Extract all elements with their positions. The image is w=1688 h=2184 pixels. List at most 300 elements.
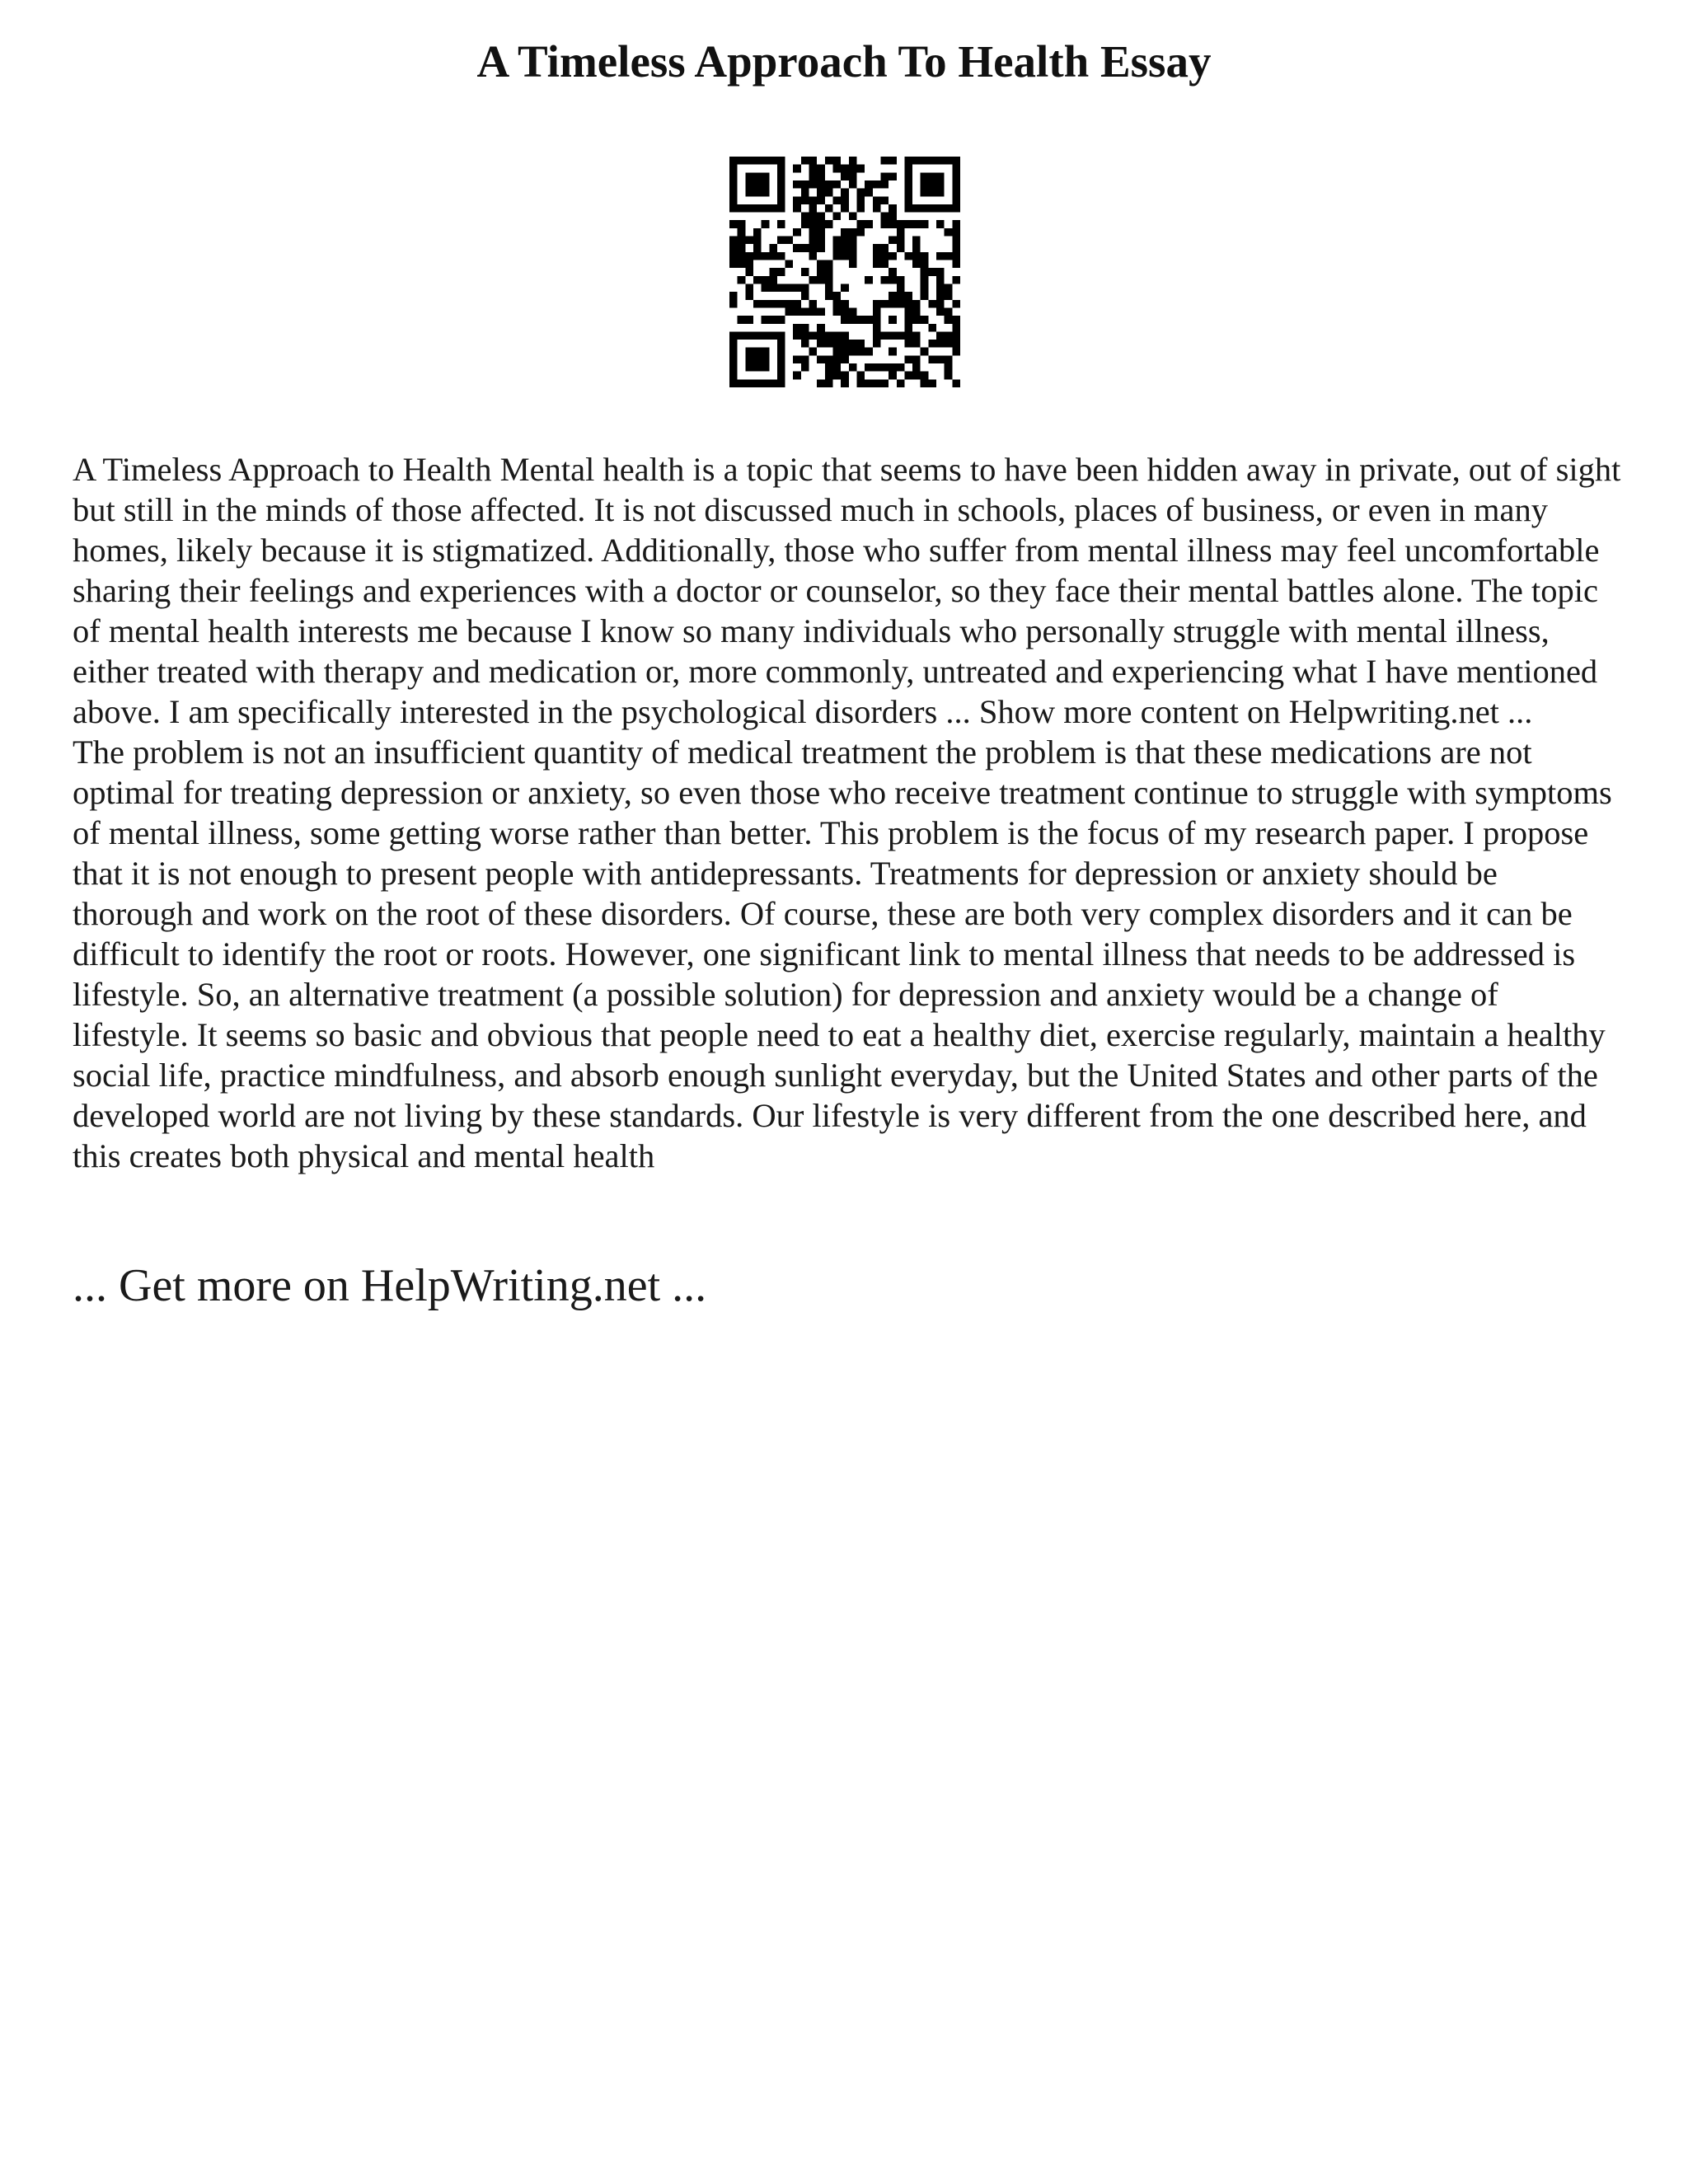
qr-module xyxy=(825,268,833,276)
qr-module xyxy=(928,172,936,180)
qr-module xyxy=(952,244,960,252)
qr-module xyxy=(777,268,785,276)
qr-module xyxy=(936,331,945,340)
qr-module xyxy=(793,244,801,252)
qr-module xyxy=(833,348,842,356)
qr-module xyxy=(936,220,945,228)
qr-module xyxy=(738,237,746,245)
qr-module xyxy=(801,157,809,165)
qr-module xyxy=(729,220,738,228)
qr-code xyxy=(729,157,960,387)
qr-module xyxy=(809,237,818,245)
qr-module xyxy=(928,268,936,276)
qr-module xyxy=(952,379,960,387)
qr-module xyxy=(912,355,921,363)
qr-module xyxy=(904,189,912,197)
qr-module xyxy=(841,300,849,308)
qr-module xyxy=(793,228,801,237)
qr-module xyxy=(904,300,912,308)
qr-module xyxy=(856,379,865,387)
qr-module xyxy=(952,237,960,245)
qr-module xyxy=(856,189,865,197)
qr-module xyxy=(762,220,770,228)
qr-module xyxy=(880,379,889,387)
qr-module xyxy=(745,355,753,363)
qr-module xyxy=(889,300,897,308)
qr-module xyxy=(856,220,865,228)
qr-module xyxy=(936,204,945,213)
qr-module xyxy=(841,340,849,348)
qr-module xyxy=(769,252,777,260)
qr-module xyxy=(729,180,738,189)
qr-module xyxy=(849,363,857,372)
qr-module xyxy=(745,237,753,245)
qr-module xyxy=(849,260,857,269)
qr-module xyxy=(873,324,881,332)
qr-module xyxy=(825,292,833,300)
qr-module xyxy=(904,220,912,228)
qr-module xyxy=(745,316,753,324)
qr-module xyxy=(769,316,777,324)
qr-module xyxy=(841,307,849,316)
qr-module xyxy=(833,157,842,165)
qr-module xyxy=(833,340,842,348)
qr-module xyxy=(801,268,809,276)
qr-module xyxy=(880,331,889,340)
qr-module xyxy=(873,252,881,260)
qr-module xyxy=(897,276,905,284)
qr-module xyxy=(880,196,889,204)
qr-module xyxy=(801,196,809,204)
qr-module xyxy=(841,284,849,292)
qr-module xyxy=(856,372,865,380)
qr-module xyxy=(833,252,842,260)
qr-module xyxy=(873,316,881,324)
qr-module xyxy=(873,340,881,348)
qr-module xyxy=(936,292,945,300)
qr-module xyxy=(793,307,801,316)
qr-module xyxy=(865,189,873,197)
qr-module xyxy=(897,331,905,340)
qr-module xyxy=(928,180,936,189)
qr-module xyxy=(945,284,953,292)
qr-module xyxy=(738,204,746,213)
qr-module xyxy=(880,180,889,189)
qr-module xyxy=(889,172,897,180)
qr-module xyxy=(865,316,873,324)
qr-module xyxy=(841,165,849,173)
qr-module xyxy=(833,196,842,204)
qr-module xyxy=(945,340,953,348)
qr-module xyxy=(729,363,738,372)
qr-module xyxy=(873,180,881,189)
qr-module xyxy=(769,276,777,284)
qr-module xyxy=(753,244,762,252)
qr-module xyxy=(777,157,785,165)
qr-module xyxy=(833,292,842,300)
qr-module xyxy=(912,300,921,308)
qr-module xyxy=(801,244,809,252)
qr-module xyxy=(880,300,889,308)
qr-module xyxy=(777,180,785,189)
qr-module xyxy=(873,244,881,252)
qr-module xyxy=(921,292,929,300)
qr-module xyxy=(945,252,953,260)
qr-module xyxy=(777,363,785,372)
qr-module xyxy=(825,260,833,269)
qr-module xyxy=(777,237,785,245)
qr-module xyxy=(912,372,921,380)
qr-module xyxy=(880,363,889,372)
get-more-link[interactable]: ... Get more on HelpWriting.net ... xyxy=(73,1260,707,1311)
qr-module xyxy=(904,292,912,300)
qr-module xyxy=(825,331,833,340)
qr-module xyxy=(729,157,738,165)
qr-module xyxy=(769,268,777,276)
qr-module xyxy=(904,340,912,348)
qr-module xyxy=(873,307,881,316)
qr-module xyxy=(912,252,921,260)
qr-module xyxy=(809,213,818,221)
qr-module xyxy=(753,363,762,372)
qr-module xyxy=(785,307,794,316)
qr-module xyxy=(777,300,785,308)
qr-module xyxy=(753,276,762,284)
qr-module xyxy=(801,189,809,197)
qr-module xyxy=(762,300,770,308)
qr-module xyxy=(777,165,785,173)
qr-module xyxy=(809,276,818,284)
qr-module xyxy=(809,180,818,189)
qr-module xyxy=(904,372,912,380)
qr-module xyxy=(921,260,929,269)
qr-module xyxy=(849,316,857,324)
qr-module xyxy=(777,348,785,356)
qr-module xyxy=(952,331,960,340)
qr-module xyxy=(745,252,753,260)
qr-module xyxy=(841,379,849,387)
qr-module xyxy=(801,331,809,340)
qr-module xyxy=(817,307,825,316)
qr-module xyxy=(817,379,825,387)
qr-module xyxy=(817,189,825,197)
qr-module xyxy=(921,276,929,284)
qr-module xyxy=(912,260,921,269)
qr-module xyxy=(762,331,770,340)
qr-module xyxy=(912,244,921,252)
qr-module xyxy=(809,300,818,308)
qr-module xyxy=(865,180,873,189)
qr-module xyxy=(921,252,929,260)
qr-module xyxy=(753,189,762,197)
qr-module xyxy=(945,363,953,372)
qr-module xyxy=(952,157,960,165)
qr-module xyxy=(753,172,762,180)
qr-module xyxy=(849,307,857,316)
qr-module xyxy=(729,252,738,260)
qr-module xyxy=(889,213,897,221)
qr-module xyxy=(753,157,762,165)
qr-module xyxy=(769,204,777,213)
qr-module xyxy=(745,292,753,300)
qr-module xyxy=(889,252,897,260)
qr-module xyxy=(928,300,936,308)
qr-module xyxy=(856,228,865,237)
essay-paragraph-1: A Timeless Approach to Health Mental health is a topic that seems to have been hidden away in private, out of sight but still in the minds of those affected. It is not discussed much in schools, places of business, or even in many homes, likely because it is stigmatized. Additionally, those who suffer from mental illness may feel uncomfortable sharing their feelings and experiences with a doctor or counselor, so they face their mental battles alone. The topic of mental health interests me because I know so many individuals who personally struggle with mental illness, either treated with therapy and medication or, more commonly, untreated and experiencing what I have mentioned above. I am specifically interested in the psychological disorders ... Show more content on Helpwriting.net ... xyxy=(73,451,1621,730)
qr-module xyxy=(928,355,936,363)
qr-module xyxy=(825,157,833,165)
qr-module xyxy=(793,372,801,380)
qr-module xyxy=(729,165,738,173)
qr-module xyxy=(738,331,746,340)
qr-module xyxy=(849,244,857,252)
qr-module xyxy=(865,379,873,387)
qr-module xyxy=(921,204,929,213)
qr-module xyxy=(880,260,889,269)
qr-module xyxy=(904,324,912,332)
qr-module xyxy=(849,252,857,260)
qr-module xyxy=(841,196,849,204)
qr-module xyxy=(753,355,762,363)
qr-module xyxy=(793,331,801,340)
qr-module xyxy=(921,372,929,380)
qr-module xyxy=(873,196,881,204)
qr-module xyxy=(809,157,818,165)
qr-module xyxy=(889,331,897,340)
qr-module xyxy=(745,379,753,387)
qr-module xyxy=(809,165,818,173)
qr-module xyxy=(785,260,794,269)
qr-module xyxy=(745,260,753,269)
qr-module xyxy=(833,180,842,189)
qr-module xyxy=(793,355,801,363)
qr-module xyxy=(729,196,738,204)
qr-module xyxy=(745,172,753,180)
qr-module xyxy=(856,196,865,204)
qr-module xyxy=(762,348,770,356)
qr-module xyxy=(873,204,881,213)
qr-module xyxy=(809,196,818,204)
qr-module xyxy=(952,260,960,269)
qr-module xyxy=(841,244,849,252)
qr-module xyxy=(912,237,921,245)
qr-module xyxy=(825,204,833,213)
qr-module xyxy=(825,363,833,372)
qr-module xyxy=(777,196,785,204)
qr-module xyxy=(817,260,825,269)
qr-module xyxy=(936,307,945,316)
qr-module xyxy=(936,355,945,363)
qr-module xyxy=(952,165,960,173)
qr-module xyxy=(777,220,785,228)
qr-module xyxy=(880,252,889,260)
qr-module xyxy=(785,284,794,292)
qr-module xyxy=(833,300,842,308)
qr-module xyxy=(817,355,825,363)
qr-module xyxy=(904,196,912,204)
qr-module xyxy=(945,228,953,237)
qr-module xyxy=(833,372,842,380)
qr-module xyxy=(762,363,770,372)
qr-module xyxy=(729,331,738,340)
qr-module xyxy=(762,172,770,180)
qr-module xyxy=(936,300,945,308)
qr-module xyxy=(825,284,833,292)
qr-module xyxy=(833,355,842,363)
qr-module xyxy=(817,196,825,204)
qr-module xyxy=(945,316,953,324)
qr-module xyxy=(738,157,746,165)
qr-module xyxy=(873,300,881,308)
qr-module xyxy=(793,300,801,308)
qr-module xyxy=(849,348,857,356)
qr-module xyxy=(729,189,738,197)
qr-module xyxy=(833,331,842,340)
qr-module xyxy=(952,172,960,180)
qr-module xyxy=(817,244,825,252)
qr-module xyxy=(753,180,762,189)
qr-module xyxy=(856,348,865,356)
qr-module xyxy=(753,204,762,213)
qr-module xyxy=(921,172,929,180)
qr-module xyxy=(865,363,873,372)
qr-module xyxy=(952,196,960,204)
qr-module xyxy=(825,180,833,189)
qr-module xyxy=(928,324,936,332)
qr-module xyxy=(849,213,857,221)
qr-module xyxy=(841,252,849,260)
qr-module xyxy=(897,379,905,387)
qr-module xyxy=(936,180,945,189)
qr-module xyxy=(856,204,865,213)
qr-code-icon xyxy=(729,157,960,387)
qr-module xyxy=(889,276,897,284)
qr-module xyxy=(762,316,770,324)
qr-module xyxy=(769,379,777,387)
qr-module xyxy=(817,213,825,221)
qr-module xyxy=(952,348,960,356)
qr-module xyxy=(921,180,929,189)
qr-module xyxy=(801,220,809,228)
qr-module xyxy=(841,372,849,380)
qr-module xyxy=(753,379,762,387)
qr-module xyxy=(777,355,785,363)
qr-module xyxy=(777,372,785,380)
qr-module xyxy=(801,284,809,292)
qr-module xyxy=(952,276,960,284)
qr-module xyxy=(945,355,953,363)
qr-module xyxy=(945,292,953,300)
qr-module xyxy=(777,252,785,260)
qr-module xyxy=(841,355,849,363)
qr-module xyxy=(817,220,825,228)
qr-module xyxy=(952,204,960,213)
qr-module xyxy=(904,331,912,340)
qr-module xyxy=(801,324,809,332)
qr-module xyxy=(904,165,912,173)
qr-module xyxy=(912,220,921,228)
qr-module xyxy=(801,363,809,372)
qr-module xyxy=(928,204,936,213)
qr-module xyxy=(865,276,873,284)
qr-module xyxy=(841,228,849,237)
qr-module xyxy=(952,252,960,260)
qr-module xyxy=(841,348,849,356)
qr-module xyxy=(777,172,785,180)
qr-module xyxy=(753,252,762,260)
qr-module xyxy=(928,379,936,387)
qr-module xyxy=(912,307,921,316)
qr-module xyxy=(945,157,953,165)
qr-module xyxy=(833,237,842,245)
qr-module xyxy=(904,204,912,213)
qr-module xyxy=(936,268,945,276)
qr-module xyxy=(912,204,921,213)
qr-module xyxy=(928,157,936,165)
qr-module xyxy=(762,180,770,189)
qr-module xyxy=(745,284,753,292)
qr-module xyxy=(936,252,945,260)
qr-module xyxy=(849,180,857,189)
qr-module xyxy=(753,237,762,245)
qr-module xyxy=(817,331,825,340)
qr-module xyxy=(825,355,833,363)
qr-module xyxy=(777,284,785,292)
qr-module xyxy=(833,244,842,252)
qr-module xyxy=(753,331,762,340)
qr-module xyxy=(952,189,960,197)
qr-module xyxy=(952,324,960,332)
qr-module xyxy=(785,237,794,245)
qr-module xyxy=(801,180,809,189)
qr-module xyxy=(856,165,865,173)
qr-module xyxy=(809,220,818,228)
qr-module xyxy=(856,340,865,348)
qr-module xyxy=(841,316,849,324)
qr-module xyxy=(936,340,945,348)
qr-module xyxy=(809,331,818,340)
qr-module xyxy=(897,300,905,308)
qr-module xyxy=(745,189,753,197)
qr-module xyxy=(738,276,746,284)
qr-module xyxy=(738,252,746,260)
qr-module xyxy=(889,220,897,228)
qr-module xyxy=(889,316,897,324)
qr-module xyxy=(817,276,825,284)
qr-module xyxy=(801,213,809,221)
qr-module xyxy=(745,363,753,372)
qr-module xyxy=(912,316,921,324)
qr-module xyxy=(817,324,825,332)
qr-module xyxy=(825,220,833,228)
qr-module xyxy=(762,284,770,292)
qr-module xyxy=(729,172,738,180)
qr-module xyxy=(777,189,785,197)
qr-module xyxy=(945,307,953,316)
qr-module xyxy=(936,276,945,284)
qr-module xyxy=(769,284,777,292)
qr-module xyxy=(785,300,794,308)
qr-module xyxy=(809,348,818,356)
qr-module xyxy=(729,355,738,363)
qr-module xyxy=(849,228,857,237)
qr-module xyxy=(897,244,905,252)
qr-module xyxy=(849,172,857,180)
qr-module xyxy=(769,331,777,340)
qr-module xyxy=(762,379,770,387)
qr-module xyxy=(801,355,809,363)
qr-module xyxy=(873,363,881,372)
